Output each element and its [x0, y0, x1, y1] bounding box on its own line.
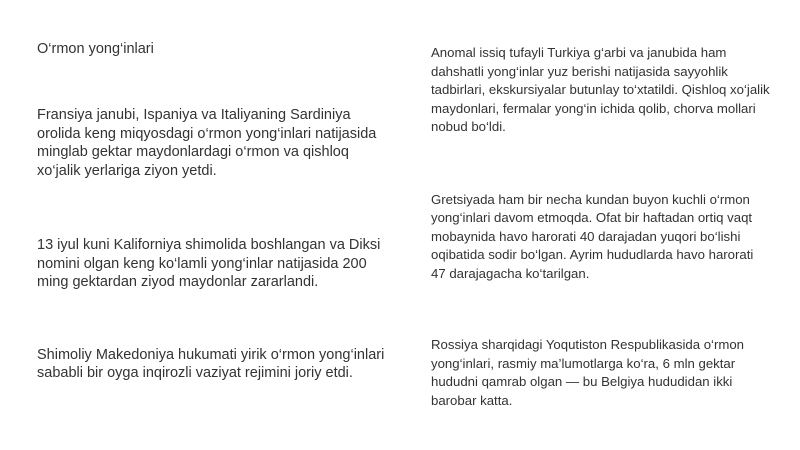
paragraph-north-macedonia: Shimoliy Makedoniya hukumati yirik o‘rmon yong‘inlari sababli bir oyga inqirozli vaziyat rejimini joriy etdi.	[37, 346, 385, 381]
paragraph-turkey: Anomal issiq tufayli Turkiya g‘arbi va janubida ham dahshatli yong‘inlar yuz berishi natijasida sayyohlik tadbirlari, ekskursiyalar butunlay to‘xtatildi. Qishloq xo‘jalik maydonlari, fermalar yong‘in ichida qolib, chorva mollari nobud bo‘ldi.	[431, 45, 770, 134]
paragraph-greece: Gretsiyada ham bir necha kundan buyon kuchli o‘rmon yong‘inlari davom etmoqda. Ofat bir haftadan ortiq vaqt mobaynida havo harorati 40 darajadan yuqori bo‘lishi oqibatida sodir bo‘lgan. Ayrim hududlarda havo harorati 47 darajagacha ko‘tarilgan.	[431, 191, 754, 281]
left-column	[37, 40, 387, 383]
paragraph-france-spain-italy: Fransiya janubi, Ispaniya va Italiyaning Sardiniya orolida keng miqyosdagi o‘rmon yong‘inlari natijasida minglab gektar maydonlardagi o‘rmon va qishloq xo‘jalik yerlariga ziyon yetdi.	[37, 107, 377, 179]
paragraph-yakutia: Rossiya sharqidagi Yoqutiston Respublikasida o‘rmon yong‘inlari, rasmiy ma’lumotlarga ko‘ra, 6 mln gektar hududni qamrab olgan — bu Belgiya hududidan ikki barobar katta.	[431, 337, 745, 408]
right-column	[431, 44, 771, 410]
paragraph-california: 13 iyul kuni Kaliforniya shimolida boshlangan va Diksi nomini olgan keng ko‘lamli yong‘inlar natijasida 200 ming gektardan ziyod maydonlar zararlandi.	[37, 237, 381, 290]
page-title: O‘rmon yong‘inlari	[37, 41, 154, 57]
